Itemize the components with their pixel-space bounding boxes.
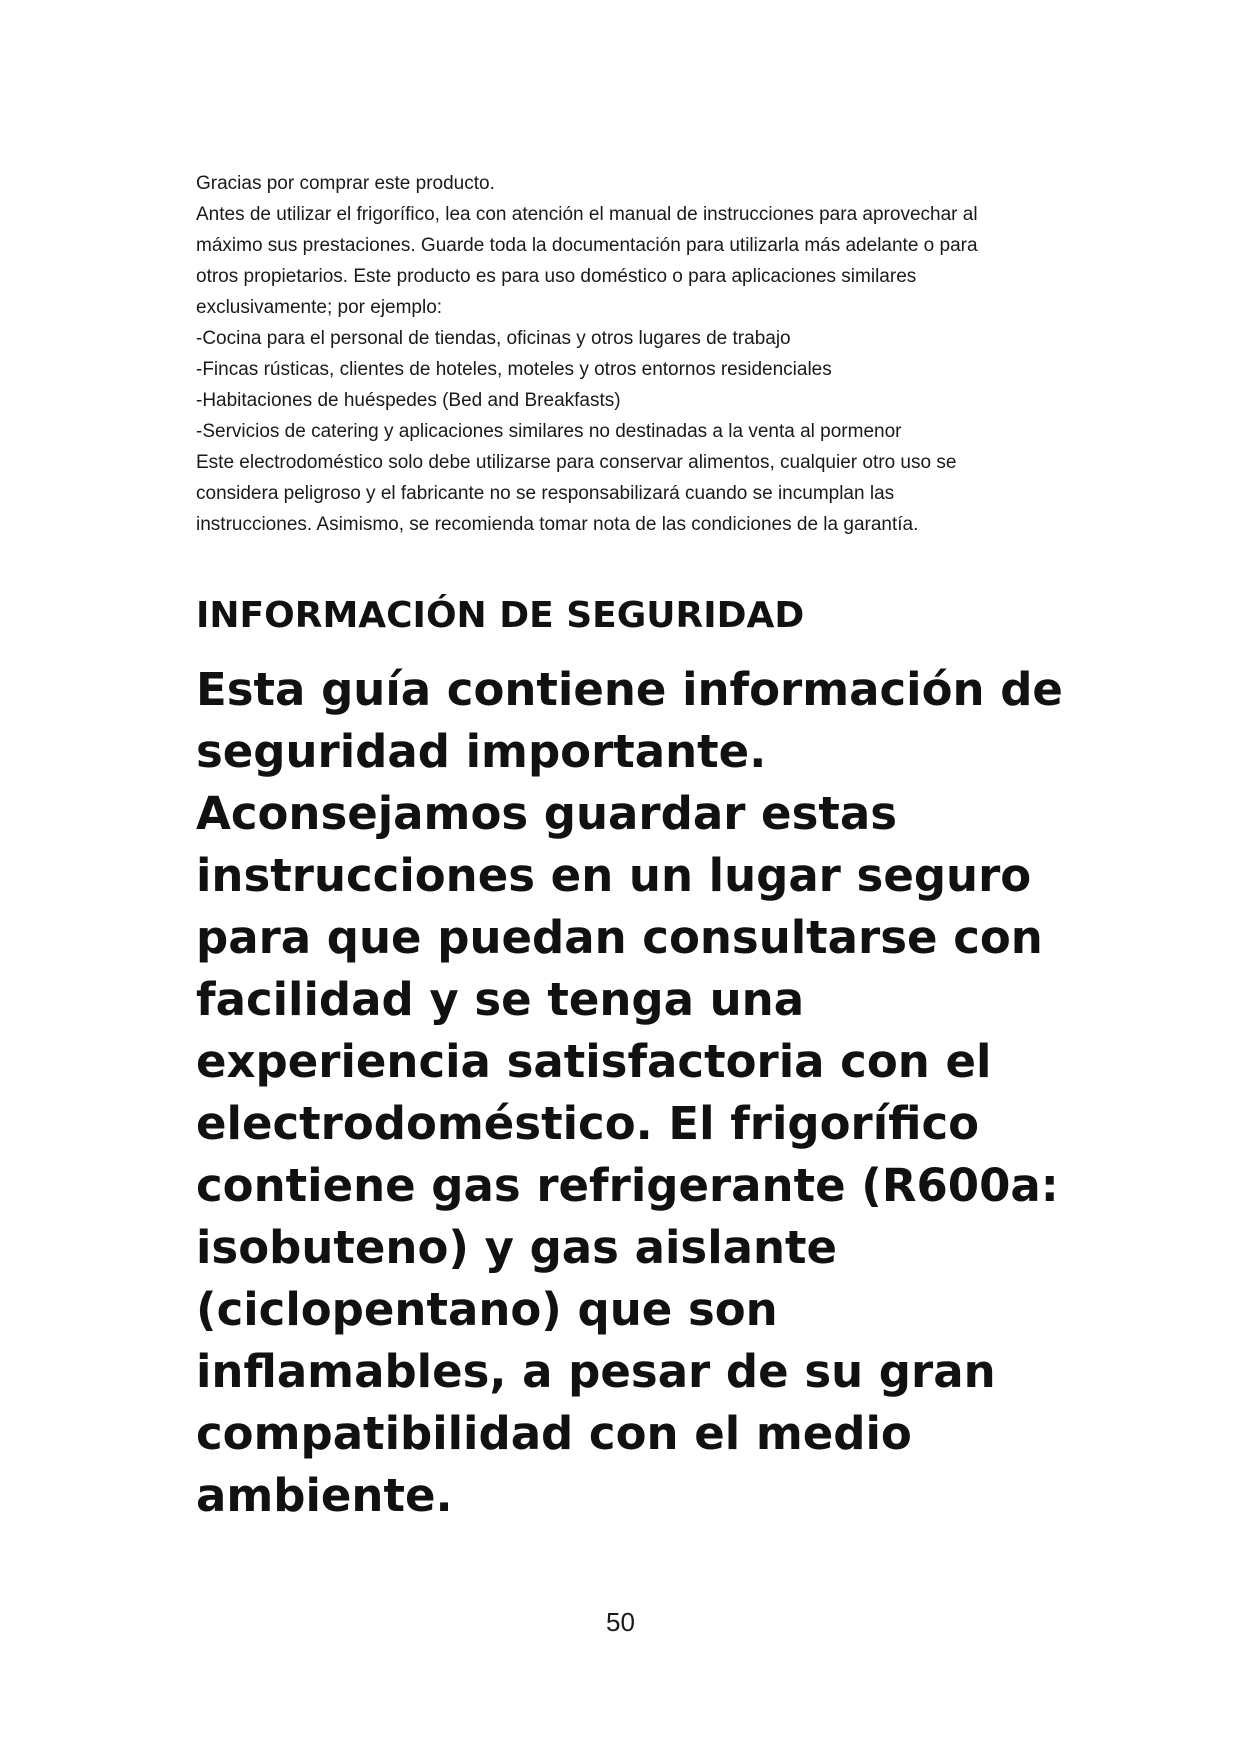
intro-line: instrucciones. Asimismo, se recomienda tomar nota de las condiciones de la garantía. xyxy=(196,514,919,535)
warning-line: para que puedan consultarse con xyxy=(196,911,1043,964)
warning-line: inflamables, a pesar de su gran xyxy=(196,1345,996,1398)
intro-line: Este electrodoméstico solo debe utilizarse para conservar alimentos, cualquier otro uso se xyxy=(196,452,957,473)
intro-list-item: -Habitaciones de huéspedes (Bed and Breakfasts) xyxy=(196,390,621,411)
page-number: 50 xyxy=(606,1607,635,1637)
warning-line: isobuteno) y gas aislante xyxy=(196,1221,838,1274)
warning-line: ambiente. xyxy=(196,1469,453,1522)
safety-warning-text xyxy=(196,659,1076,1527)
intro-list-item: -Servicios de catering y aplicaciones similares no destinadas a la venta al pormenor xyxy=(196,421,902,442)
warning-line: compatibilidad con el medio xyxy=(196,1407,912,1460)
warning-line: Esta guía contiene información de xyxy=(196,663,1063,716)
intro-list-item: -Cocina para el personal de tiendas, oficinas y otros lugares de trabajo xyxy=(196,328,791,349)
intro-line: exclusivamente; por ejemplo: xyxy=(196,297,443,318)
intro-line: considera peligroso y el fabricante no se responsabilizará cuando se incumplan las xyxy=(196,483,895,504)
intro-line: Antes de utilizar el frigorífico, lea con atención el manual de instrucciones para aprovechar al xyxy=(196,204,978,225)
warning-line: seguridad importante. xyxy=(196,725,767,778)
warning-line: instrucciones en un lugar seguro xyxy=(196,849,1032,902)
intro-line: máximo sus prestaciones. Guarde toda la documentación para utilizarla más adelante o para xyxy=(196,235,978,256)
warning-line: facilidad y se tenga una xyxy=(196,973,805,1026)
intro-line: otros propietarios. Este producto es para uso doméstico o para aplicaciones similares xyxy=(196,266,917,287)
warning-line: contiene gas refrigerante (R600a: xyxy=(196,1159,1059,1212)
intro-line: Gracias por comprar este producto. xyxy=(196,173,495,194)
warning-line: experiencia satisfactoria con el xyxy=(196,1035,992,1088)
warning-line: electrodoméstico. El frigorífico xyxy=(196,1097,980,1150)
warning-line: (ciclopentano) que son xyxy=(196,1283,778,1336)
safety-section-title: INFORMACIÓN DE SEGURIDAD xyxy=(196,595,805,636)
warning-line: Aconsejamos guardar estas xyxy=(196,787,898,840)
intro-list-item: -Fincas rústicas, clientes de hoteles, moteles y otros entornos residenciales xyxy=(196,359,832,380)
intro-paragraph xyxy=(196,168,1076,540)
